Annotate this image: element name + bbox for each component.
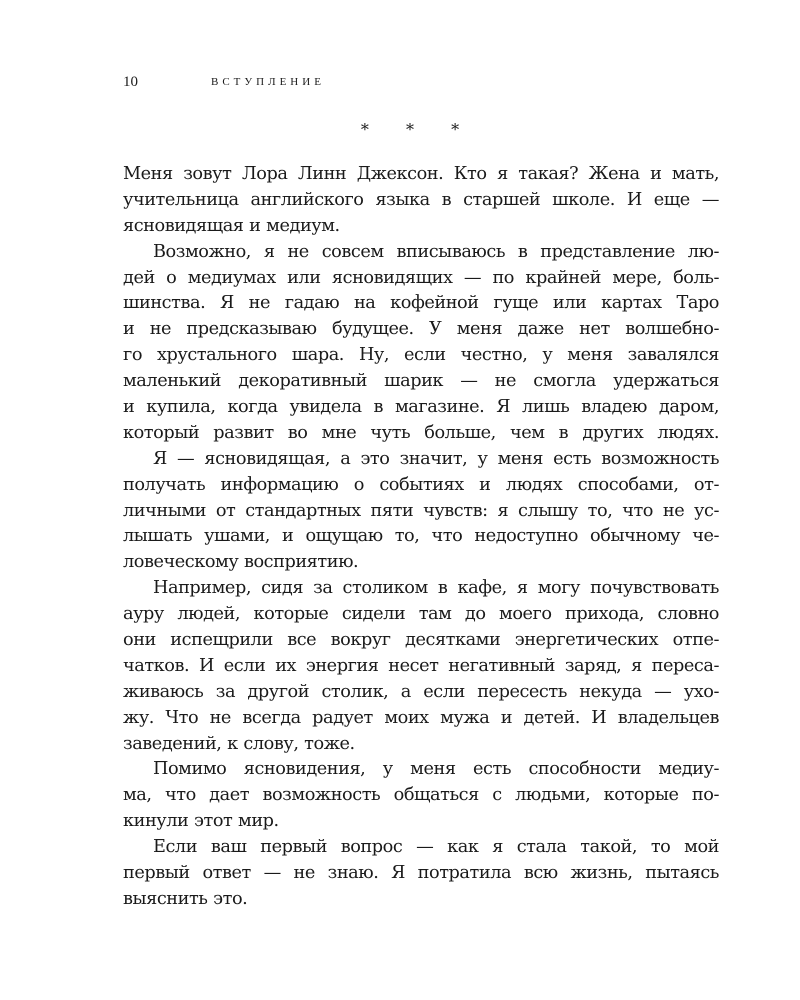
text-line: лышать ушами, и ощущаю то, что недоступно обычному че- <box>123 526 719 547</box>
text-line: первый ответ — не знаю. Я потратила всю жизнь, пытаясь <box>123 863 719 884</box>
text-line: Меня зовут Лора Линн Джексон. Кто я такая? Жена и мать, <box>123 164 719 184</box>
text-line: Возможно, я не совсем вписываюсь в представление лю- <box>153 241 719 262</box>
text-line: кинули этот мир. <box>123 811 279 832</box>
text-line: который развит во мне чуть больше, чем в других людях. <box>123 422 719 443</box>
text-line: го хрустального шара. Ну, если честно, у меня завалялся <box>123 345 719 366</box>
text-line: дей о медиумах или ясновидящих — по крайней мере, боль- <box>123 267 719 288</box>
text-line: учительница английского языка в старшей школе. И еще — <box>123 189 719 210</box>
text-line: ловеческому восприятию. <box>123 552 359 573</box>
text-line: чатков. И если их энергия несет негативный заряд, я переса- <box>123 655 719 676</box>
text-line: Если ваш первый вопрос — как я стала такой, то мой <box>153 837 719 858</box>
text-line: они испещрили все вокруг десятками энергетических отпе- <box>123 630 719 651</box>
text-line: личными от стандартных пяти чувств: я слышу то, что не ус- <box>123 500 719 521</box>
text-line: Помимо ясновидения, у меня есть способности медиу- <box>153 759 719 780</box>
text-line: Например, сидя за столиком в кафе, я могу почувствовать <box>153 578 719 599</box>
section-separator: * * * <box>360 120 476 139</box>
page-number: 10 <box>123 74 138 90</box>
text-line: выяснить это. <box>123 888 248 909</box>
text-line: получать информацию о событиях и людях способами, от- <box>123 474 719 495</box>
text-line: шинства. Я не гадаю на кофейной гуще или картах Таро <box>123 293 719 314</box>
text-line: заведений, к слову, тоже. <box>123 733 355 754</box>
section-title: ВСТУПЛЕНИЕ <box>211 76 325 88</box>
text-line: и не предсказываю будущее. У меня даже нет волшебно- <box>123 319 719 340</box>
text-line: живаюсь за другой столик, а если пересесть некуда — ухо- <box>123 681 719 702</box>
body-text <box>123 162 719 913</box>
text-line: жу. Что не всегда радует моих мужа и детей. И владельцев <box>123 707 719 728</box>
text-line: ясновидящая и медиум. <box>123 215 340 236</box>
text-line: и купила, когда увидела в магазине. Я лишь владею даром, <box>123 397 719 418</box>
text-line: ауру людей, которые сидели там до моего прихода, словно <box>123 604 719 625</box>
text-line: Я — ясновидящая, а это значит, у меня есть возможность <box>153 448 719 469</box>
text-line: ма, что дает возможность общаться с людьми, которые по- <box>123 785 719 806</box>
text-line: маленький декоративный шарик — не смогла удержаться <box>123 371 719 392</box>
running-head <box>123 74 723 94</box>
